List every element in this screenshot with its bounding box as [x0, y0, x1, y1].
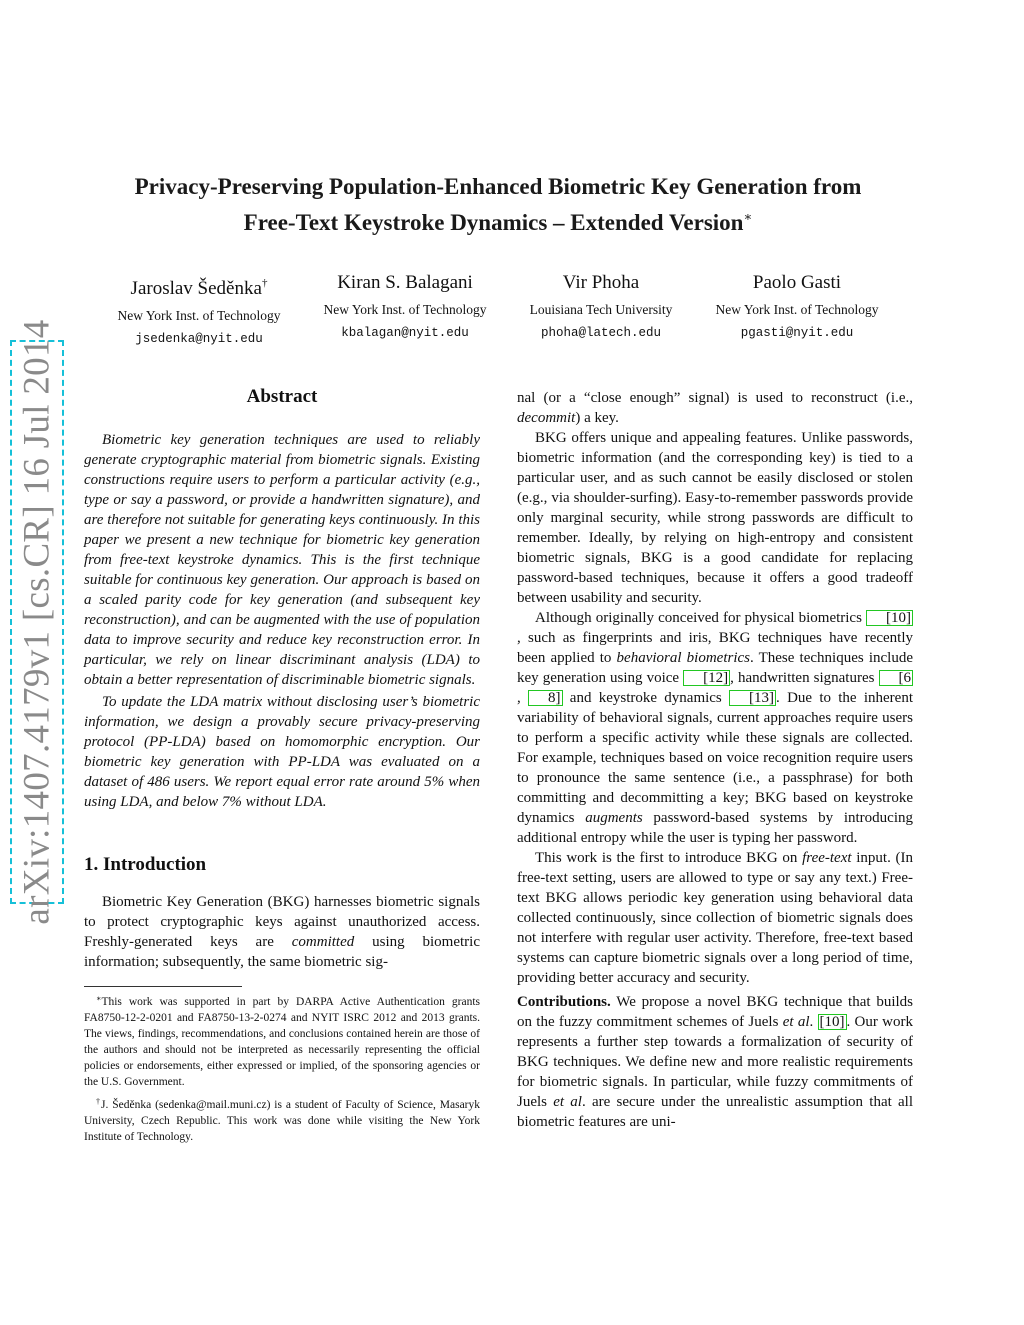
arxiv-stamp-text: arXiv:1407.4179v1 [cs.CR] 16 Jul 2014: [16, 319, 58, 925]
author-email: jsedenka@nyit.edu: [135, 332, 263, 346]
right-paragraph-2: Although originally conceived for physical biometrics [10], such as fingerprints and iris, BKG techniques have recently been applied to behavioral biometrics. These techniques include key generation using voice [12] , handwritten signatures [6, 8] and keystroke dynamics [13] . Due to the inherent variability of behavioral signals, current approaches require users to perform a specific activity while these signals are collected. For example, techniques based on voice recognition require users to pronounce the same sentence (i.e., a passphrase) for both committing and decommitting a key; BKG based on keystroke dynamics augments password-based systems by introducing additional entropy while the user is typing her password.: [517, 610, 913, 846]
citation-link[interactable]: [10]: [819, 1014, 845, 1030]
paper-title-line2: Free-Text Keystroke Dynamics – Extended Version: [243, 210, 744, 235]
contributions-heading: Contributions.: [517, 994, 611, 1010]
author-email: kbalagan@nyit.edu: [341, 326, 469, 340]
right-paragraph-1: BKG offers unique and appealing features. Unlike passwords, biometric information (and the corresponding key) is tied to a particular user, and as such cannot be easily disclosed or stolen (e.g., via shoulder-surfing). Easy-to-remember passwords provide only marginal security, while strong passwords are difficult to remember. Ideally, by relying on high-entropy and consistent biometric signals, BKG is a good candidate for replacing password-based techniques, because it offers a good tradeoff between usability and security.: [517, 430, 913, 606]
author-block-2: [295, 270, 515, 344]
author-email: phoha@latech.edu: [540, 326, 662, 340]
abstract-paragraph-1: Biometric key generation techniques are used to reliably generate cryptographic material from biometric signals. Existing constructions require users to perform a particular activity (e.g., type or say a password, or provide a handwritten signature), and are therefore not suitable for generating keys continuously. In this paper we present a new technique for biometric key generation from free-text keystroke dynamics. This is the first technique suitable for continuous key generation. Our approach is based on a scaled parity code for key generation (and subsequent key reconstruction), and can be augmented with the use of population data to improve security and reduce key reconstruction error. In particular, we rely on linear discriminant analysis (LDA) to obtain a better representation of discriminable biometric signals.: [84, 432, 480, 688]
abstract-paragraph-2: To update the LDA matrix without disclosing user’s biometric information, we design a provably secure privacy-preserving protocol (PP-LDA) based on homomorphic encryption. Our biometric key generation with PP-LDA was evaluated on a dataset of 486 users. We report equal error rate around 5% when using LDA, and below 7% without LDA.: [84, 694, 480, 810]
footnote-author: †J. Šeděnka (sedenka@mail.muni.cz) is a student of Faculty of Science, Masaryk University, Czech Republic. This work was done while visiting the New York Institute of Technology.: [84, 1097, 481, 1143]
introduction-body: [84, 892, 480, 972]
right-paragraph-3: This work is the first to introduce BKG on free-text input. (In free-text setting, users are allowed to type or say any text.) Free-text BKG allows periodic key generation using behavioral data collected continuously, since collection of biometric signals does not interfere with regular user activity. Therefore, free-text based systems can capture biometric signals over a long period of time, providing better accuracy and security.: [517, 850, 913, 986]
paper-title: [60, 172, 936, 238]
section-heading-introduction: 1. Introduction: [84, 854, 207, 875]
right-paragraph-0: nal (or a “close enough” signal) is used to reconstruct (i.e., decommit) a key.: [517, 390, 913, 426]
intro-paragraph-1: Biometric Key Generation (BKG) harnesses biometric signals to protect cryptographic keys against unauthorized access. Freshly-generated keys are committed using biometric information; subsequently, the same biometric sig-: [84, 894, 480, 970]
author-block-3: [491, 270, 711, 344]
footnote-funding: ∗This work was supported in part by DARPA Active Authentication grants FA8750-12-2-0201 and FA8750-13-2-0274 and NYIT ISRC 2012 and 2013 grants. The views, findings, recommendations, and conclusions contained herein are those of the authors and should not be interpreted as necessarily representing the official policies or endorsements, either expressed or implied, of the sponsoring agencies or the U.S. Government.: [84, 994, 480, 1088]
footnote-rule: [84, 986, 242, 987]
abstract-heading: Abstract: [246, 386, 318, 407]
author-block-4: [687, 270, 907, 344]
arxiv-stamp: [10, 319, 64, 925]
abstract-body: [84, 430, 480, 812]
author-footnote-mark: †: [261, 277, 268, 289]
author-block-1: [89, 270, 309, 350]
author-affiliation: New York Inst. of Technology: [323, 302, 487, 317]
author-affiliation: Louisiana Tech University: [529, 302, 673, 317]
author-affiliation: New York Inst. of Technology: [117, 308, 281, 323]
author-name: Vir Phoha: [562, 272, 640, 293]
citation-link[interactable]: 8]: [528, 690, 563, 706]
citation-link[interactable]: [10]: [866, 610, 913, 626]
author-affiliation: New York Inst. of Technology: [715, 302, 879, 317]
author-name: Paolo Gasti: [752, 272, 842, 293]
paper-title-line1: Privacy-Preserving Population-Enhanced Biometric Key Generation from: [134, 174, 862, 199]
citation-link[interactable]: [12]: [683, 670, 730, 686]
author-name: Kiran S. Balagani: [337, 272, 473, 293]
title-footnote-mark: ∗: [743, 209, 753, 224]
citation-link[interactable]: [13]: [729, 690, 776, 706]
author-name: Jaroslav Šeděnka: [130, 278, 262, 299]
author-email: pgasti@nyit.edu: [740, 326, 854, 340]
right-column: [517, 388, 913, 1132]
left-column: [84, 382, 480, 1145]
citation-link[interactable]: [6: [879, 670, 914, 686]
contributions-paragraph: Contributions. We propose a novel BKG technique that builds on the fuzzy commitment schemes of Juels et al. [10] . Our work represents a further step towards a formalization of security of BKG techniques. We define new and more realistic requirements for biometric signals. In particular, while fuzzy commitments of Juels et al. are secure under the unrealistic assumption that all biometric features are uni-: [517, 994, 914, 1130]
